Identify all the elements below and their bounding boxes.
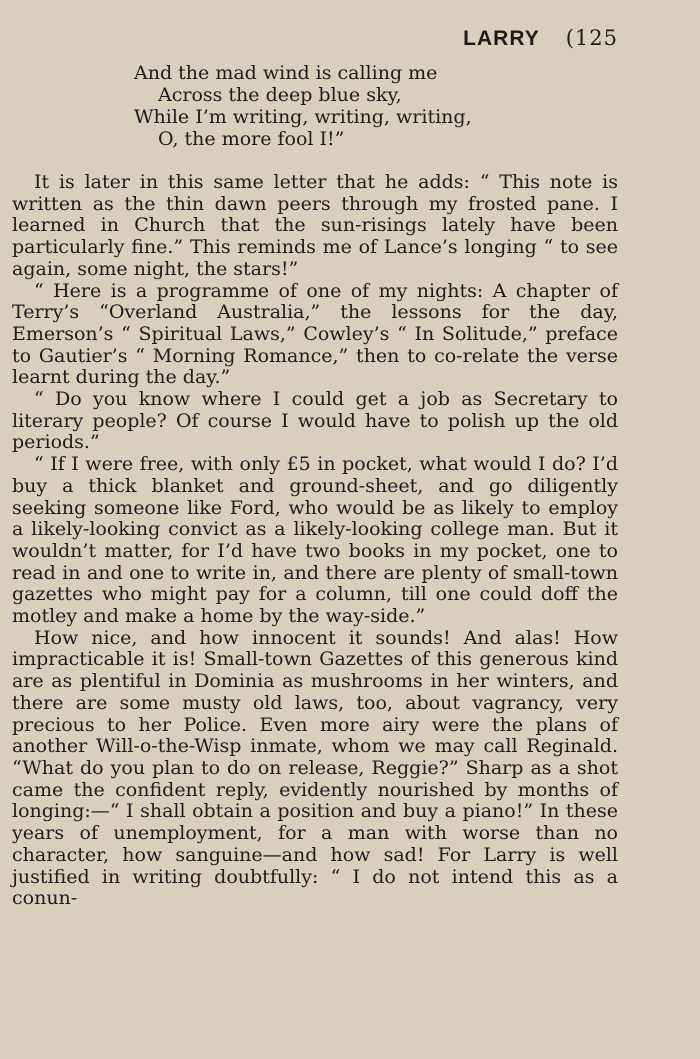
body-text — [12, 172, 618, 910]
paragraph: “ Do you know where I could get a job as Secretary to literary people? Of course I would have to polish up the old periods.” — [12, 388, 618, 454]
paragraph: “ Here is a programme of one of my nights: A chapter of Terry’s “Overland Australia,” the lessons for the day, Emerson’s “ Spiritual Laws,” Cowley’s “ In Solitude,” preface to Gautier’s “ Morning Romance,” then to co-relate the verse learnt during the day.” — [12, 279, 618, 389]
running-title: LARRY — [463, 27, 540, 50]
verse-block — [134, 62, 472, 150]
paragraph: How nice, and how innocent it sounds! And alas! How impracticable it is! Small-town Gazettes of this generous kind are as plentiful in Dominia as mushrooms in her winters, and there are some musty old laws, too, about vagrancy, very precious to her Police. Even more airy were the plans of another Will-o-the-Wisp inmate, whom we may call Reginald. “What do you plan to do on release, Reggie?” Sharp as a shot came the confident reply, evidently nourished by months of longing:—“ I shall obtain a position and buy a piano!” In these years of unemployment, for a man with worse than no character, how sanguine—and how sad! For Larry is well justified in writing doubtfully: “ I do not intend this as a conun- — [12, 626, 618, 910]
paragraph: It is later in this same letter that he adds: “ This note is written as the thin dawn peers through my frosted pane. I learned in Church that the sun-risings lately have been particularly fine.” This reminds me of Lance’s longing “ to see again, some night, the stars!” — [12, 171, 618, 280]
verse-line: O, the more fool I!” — [158, 128, 345, 150]
paragraph: “ If I were free, with only £5 in pocket, what would I do? I’d buy a thick blanket and ground-sheet, and go diligently seeking someone like Ford, who would be as likely to employ a likely-looking convict as a likely-looking college man. But it wouldn’t matter, for I’d have two books in my pocket, one to read in and one to write in, and there are plenty of small-town gazettes who might pay for a column, till one could doff the motley and make a home by the way-side.” — [12, 453, 618, 628]
verse-line: While I’m writing, writing, writing, — [134, 106, 472, 128]
verse-line: Across the deep blue sky, — [158, 84, 402, 106]
running-header — [463, 26, 618, 51]
verse-line: And the mad wind is calling me — [134, 62, 438, 84]
page-number: (125 — [565, 26, 618, 50]
